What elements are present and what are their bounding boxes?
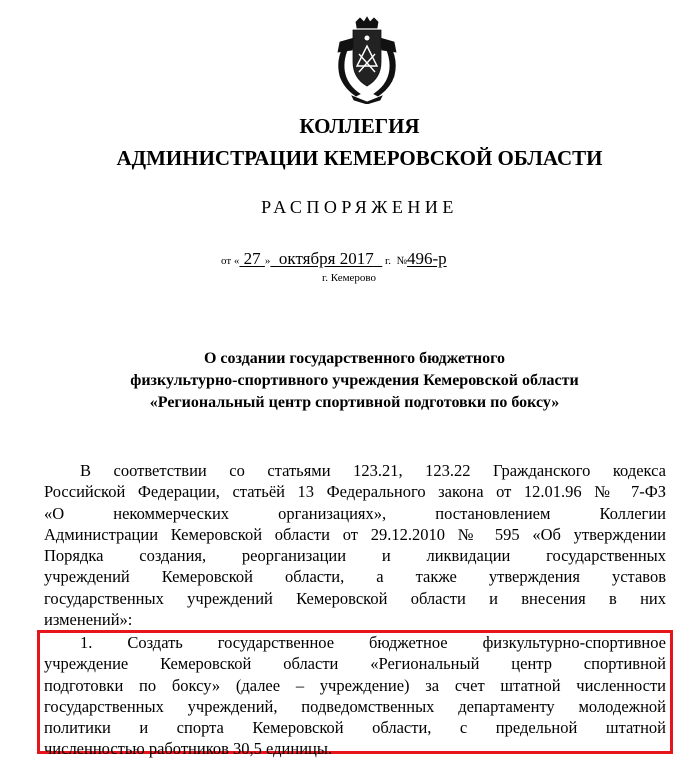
number-sign: № xyxy=(396,255,407,267)
item1-line: политики и спорта Кемеровской области, с предельной штатной xyxy=(44,718,666,738)
item1-line: учреждение Кемеровской области «Региональный центр спортивной xyxy=(44,654,666,674)
document-type: РАСПОРЯЖЕНИЕ xyxy=(261,197,458,217)
item1-line: численностью работников 30,5 единицы. xyxy=(44,739,333,759)
subject-line3: «Региональный центр спортивной подготовки по боксу» xyxy=(149,394,560,411)
item1-line: 1. Создать государственное бюджетное физкультурно-спортивное xyxy=(80,633,666,652)
subject-line1: О создании государственного бюджетного xyxy=(203,350,506,367)
preamble-line: В соответствии со статьями 123.21, 123.22 Гражданского кодекса xyxy=(80,461,666,480)
date-year-suffix: г. xyxy=(384,255,391,267)
date-number-line xyxy=(221,249,447,271)
item1-line: государственных учреждений, подведомственных департаменту молодежной xyxy=(44,696,666,716)
city: г. Кемерово xyxy=(322,272,377,284)
preamble-line: учреждений Кемеровской области, а также утверждения уставов xyxy=(44,567,666,587)
preamble-line: Порядка создания, реорганизации и ликвидации государственных xyxy=(44,546,666,566)
date-day-close: » xyxy=(264,255,271,267)
date-prefix: от « xyxy=(221,255,240,267)
org-title-line2: АДМИНИСТРАЦИИ КЕМЕРОВСКОЙ ОБЛАСТИ xyxy=(116,146,603,170)
date-day: 27 xyxy=(243,249,261,268)
preamble-line: государственных учреждений Кемеровской области и внесения в них xyxy=(44,588,666,608)
preamble-line: Администрации Кемеровской области от 29.12.2010 № 595 «Об утверждении xyxy=(44,524,666,544)
document-number: 496-р xyxy=(406,249,447,268)
org-title-line1: КОЛЛЕГИЯ xyxy=(299,114,420,138)
preamble-paragraph xyxy=(44,460,666,630)
preamble-line: «О некоммерческих организациях», постановлением Коллегии xyxy=(44,503,666,523)
preamble-line: изменений»: xyxy=(44,610,133,630)
date-month-year: октября 2017 xyxy=(278,249,374,268)
item1-paragraph xyxy=(44,632,666,760)
preamble-line: Российской Федерации, статьёй 13 Федерального закона от 12.01.96 № 7-ФЗ xyxy=(44,482,666,502)
document-subject xyxy=(0,348,699,414)
coat-of-arms-icon xyxy=(326,16,408,104)
subject-line2: физкультурно-спортивного учреждения Кемеровской области xyxy=(130,372,579,389)
item1-line: подготовки по боксу» (далее – учреждение) за счет штатной численности xyxy=(44,675,666,695)
